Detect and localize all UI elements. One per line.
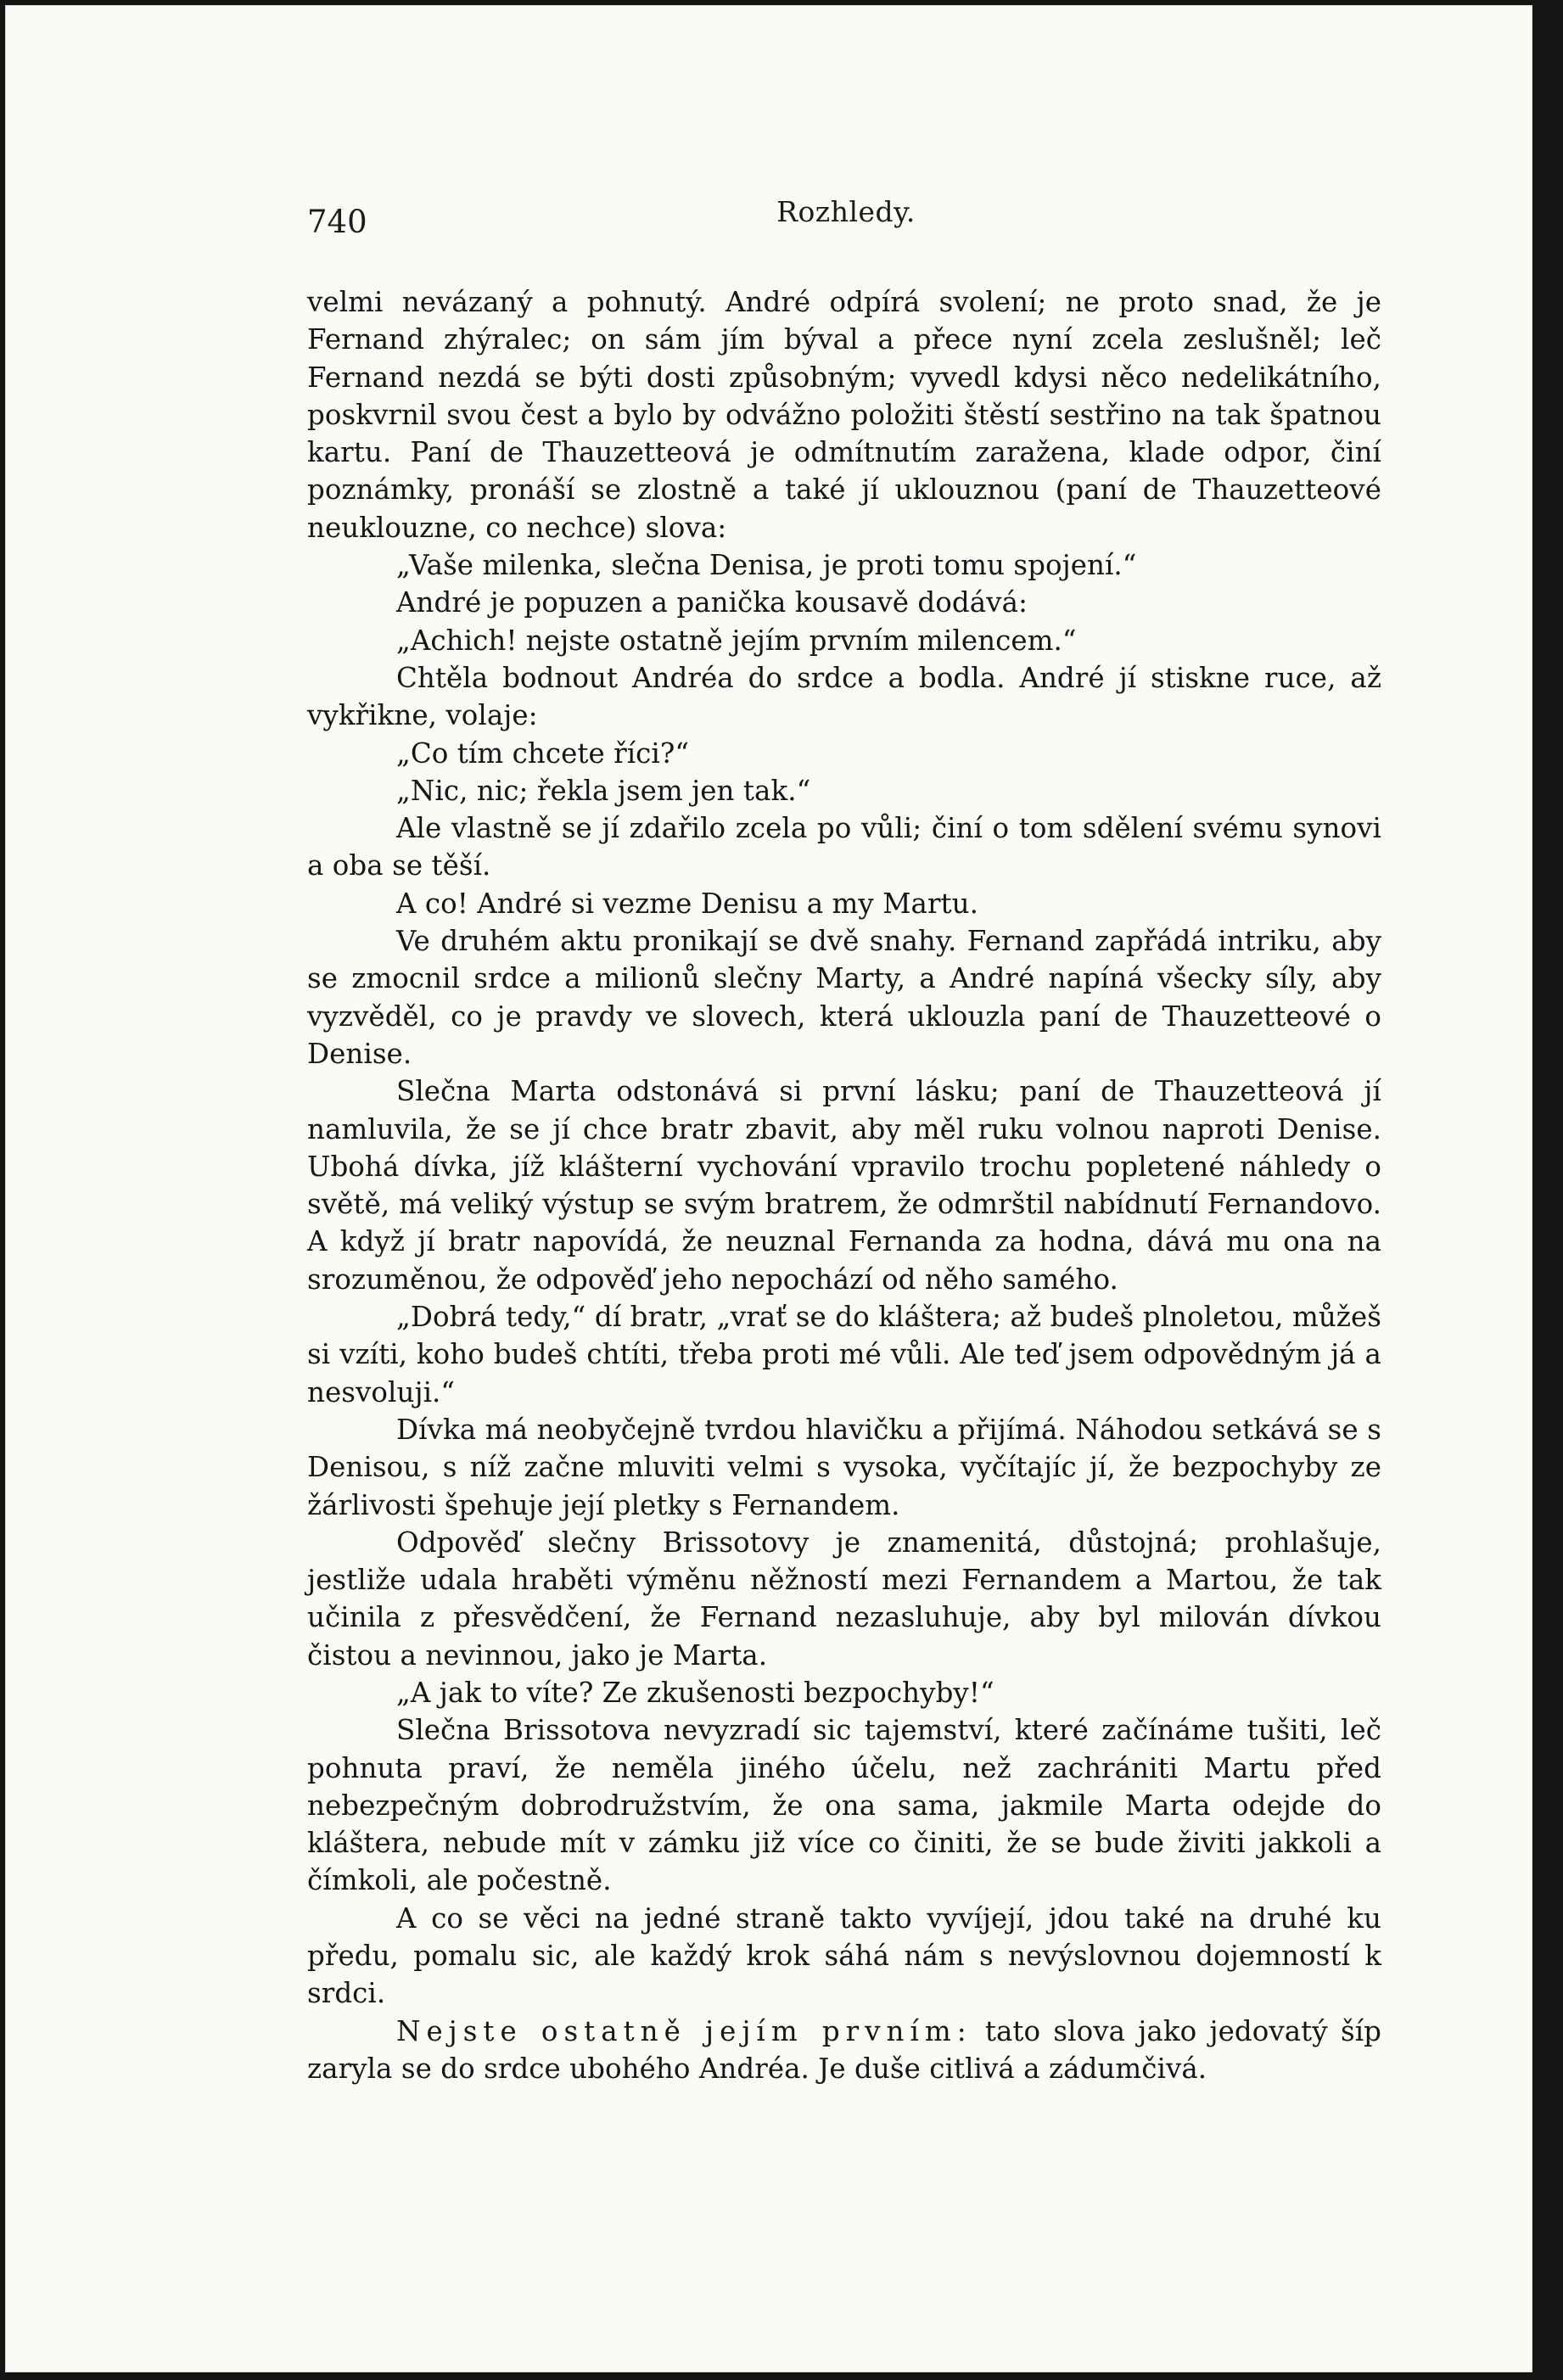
paragraph-remainder: tato slova jako jedovatý šíp zaryla se do srdce ubohého Andréa. Je duše citlivá a zádumčivá. [307, 2014, 1381, 2085]
paragraph-continued: velmi nevázaný a pohnutý. André odpírá svolení; ne proto snad, že je Fernand zhýralec; on sám jím býval a přece nyní zcela zeslušněl; leč Fernand nezdá se býti dosti způsobným; vyvedl kdysi něco nedelikátního, poskvrnil svou čest a bylo by odvážno položiti štěstí sestřino na tak špatnou kartu. Paní de Thauzetteová je odmítnutím zaražena, klade odpor, činí poznámky, pronáší se zlostně a také jí uklouznou (paní de Thauzetteové neuklouzne, co nechce) slova: [307, 286, 1381, 544]
paragraph: A co! André si vezme Denisu a my Martu. [396, 887, 979, 920]
book-page [5, 5, 1532, 2372]
paragraph: „Vaše milenka, slečna Denisa, je proti tomu spojení.“ [396, 549, 1137, 582]
emphasized-phrase: Nejste ostatně jejím prvním: [396, 2014, 972, 2047]
paragraph: Ve druhém aktu pronikají se dvě snahy. Fernand zapřádá intriku, aby se zmocnil srdce a milionů slečny Marty, a André napíná všecky síly, aby vyzvěděl, co je pravdy ve slovech, která uklouzla paní de Thauzetteové o Denise. [307, 925, 1381, 1070]
paragraph: Chtěla bodnout Andréa do srdce a bodla. André jí stiskne ruce, až vykřikne, volaje: [307, 661, 1381, 732]
paragraph: Odpověď slečny Brissotovy je znamenitá, důstojná; prohlašuje, jestliže udala hraběti výměnu něžností mezi Fernandem a Martou, že tak učinila z přesvědčení, že Fernand nezasluhuje, aby byl milován dívkou čistou a nevinnou, jako je Marta. [307, 1526, 1381, 1672]
page-number: 740 [307, 204, 367, 240]
paragraph: „A jak to víte? Ze zkušenosti bezpochyby!“ [396, 1676, 994, 1709]
paragraph: Slečna Brissotova nevyzradí sic tajemství, které začínáme tušiti, leč pohnuta praví, že neměla jiného účelu, než zachrániti Martu před nebezpečným dobrodružstvím, že ona sama, jakmile Marta odejde do kláštera, nebude mít v zámku již více co činiti, že se bude živiti jakkoli a čímkoli, ale počestně. [307, 1714, 1381, 1897]
paragraph: „Dobrá tedy,“ dí bratr, „vrať se do kláštera; až budeš plnoletou, můžeš si vzíti, koho budeš chtíti, třeba proti mé vůli. Ale teď jsem odpovědným já a nesvoluji.“ [307, 1301, 1381, 1408]
paragraph: A co se věci na jedné straně takto vyvíjejí, jdou také na druhé ku předu, pomalu sic, ale každý krok sáhá nám s nevýslovnou dojemností k srdci. [307, 1901, 1381, 2010]
running-title: Rozhledy. [776, 195, 916, 228]
paragraph: „Co tím chcete říci?“ [396, 736, 690, 770]
paragraph-last [307, 2013, 1381, 2088]
paragraph: „Nic, nic; řekla jsem jen tak.“ [396, 774, 811, 807]
page-header [307, 195, 1385, 238]
paragraph: Ale vlastně se jí zdařilo zcela po vůli; činí o tom sdělení svému synovi a oba se těší. [307, 812, 1381, 882]
paragraph: Slečna Marta odstonává si první lásku; paní de Thauzetteová jí namluvila, že se jí chce bratr zbavit, aby měl ruku volnou naproti Denise. Ubohá dívka, jíž klášterní vychování vpravilo trochu popletené náhledy o světě, má veliký výstup se svým bratrem, že odmrštil nabídnutí Fernandovo. A když jí bratr napovídá, že neuznal Fernanda za hodna, dává mu ona na srozuměnou, že odpověď jeho nepochází od něho samého. [307, 1075, 1381, 1296]
body-text [307, 283, 1381, 2087]
paragraph: „Achich! nejste ostatně jejím prvním milencem.“ [396, 624, 1077, 657]
paragraph: Dívka má neobyčejně tvrdou hlavičku a přijímá. Náhodou setkává se s Denisou, s níž začne mluviti velmi s vysoka, vyčítajíc jí, že bezpochyby ze žárlivosti špehuje její pletky s Fernandem. [307, 1413, 1381, 1521]
paragraph: André je popuzen a panička kousavě dodává: [396, 586, 1028, 619]
